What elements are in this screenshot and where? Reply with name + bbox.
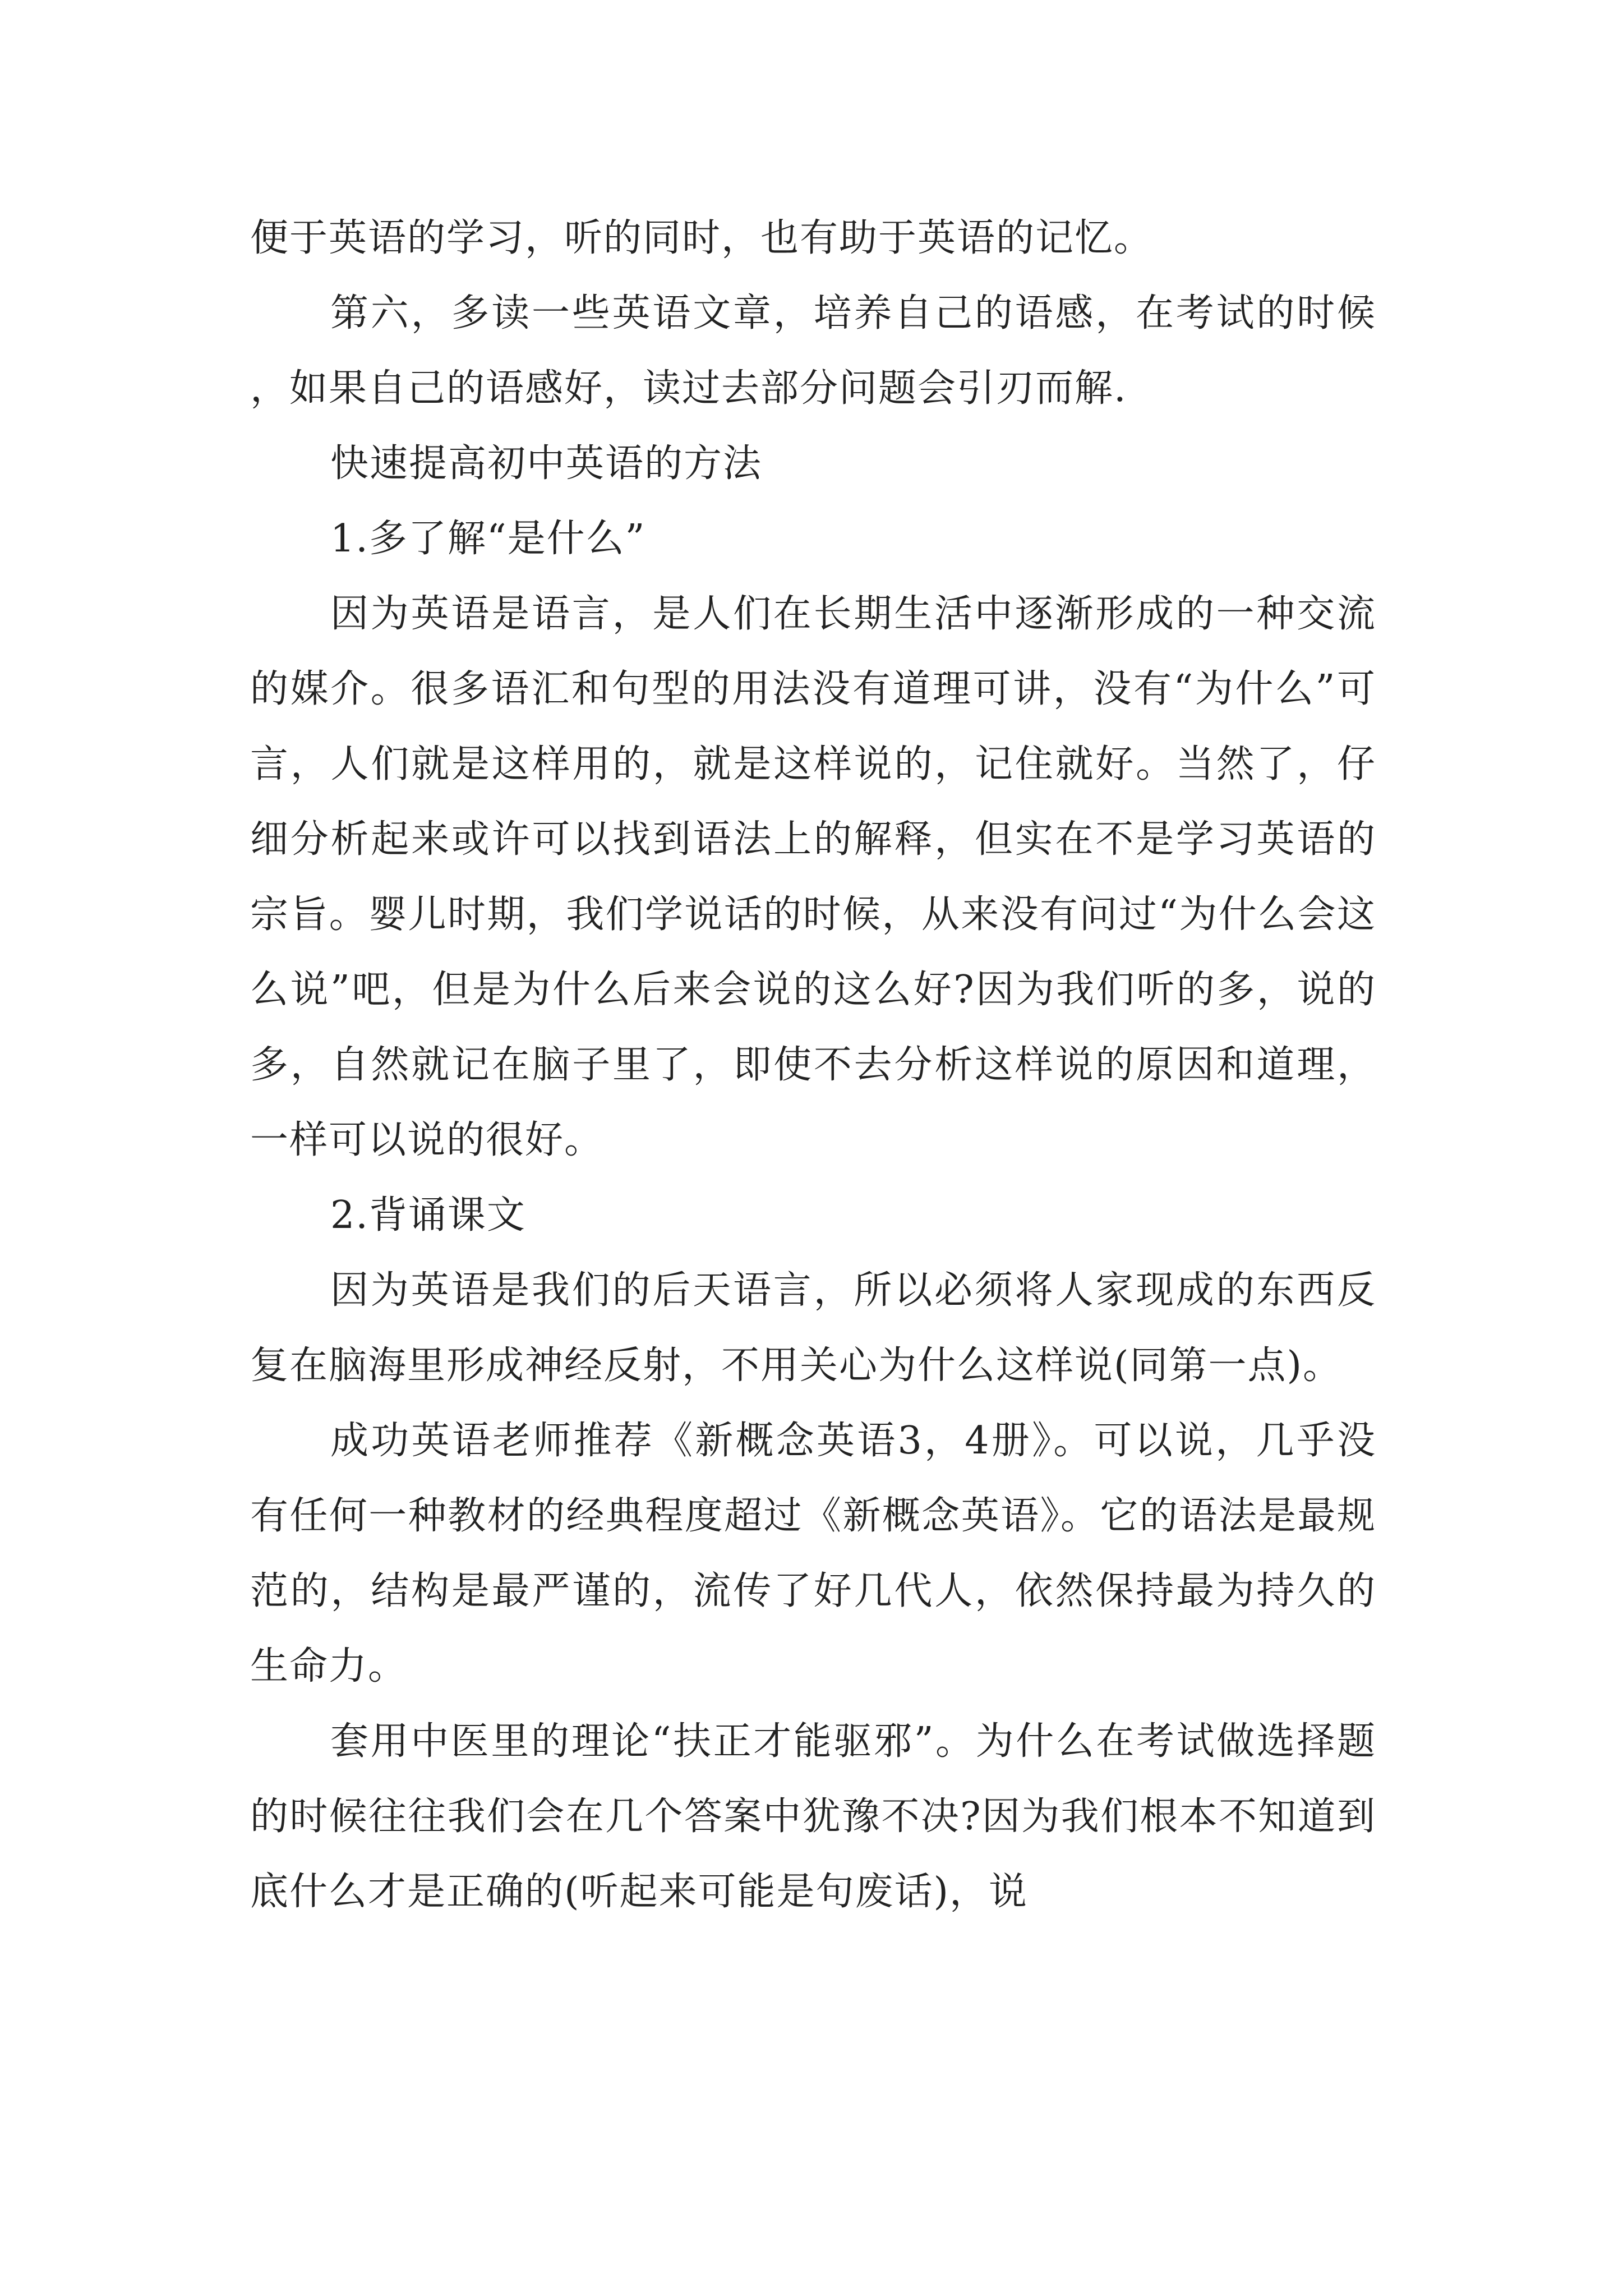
paragraph-continuation: 便于英语的学习，听的同时，也有助于英语的记忆。 [250,216,1154,260]
paragraph-recite: 因为英语是我们的后天语言，所以必须将人家现成的东西反复在脑海里形成神经反射，不用关心为什么这样说(同第一点)。 [250,1268,1376,1388]
subheading-2: 2.背诵课文 [330,1193,526,1237]
paragraph-sixth-tip: 第六，多读一些英语文章，培养自己的语感，在考试的时候，如果自己的语感好，读过去部分问题会引刃而解. [250,291,1376,411]
paragraph-what-is: 因为英语是语言，是人们在长期生活中逐渐形成的一种交流的媒介。很多语汇和句型的用法没有道理可讲，没有“为什么”可言，人们就是这样用的，就是这样说的，记住就好。当然了，仔细分析起来或许可以找到语法上的解释，但实在不是学习英语的宗旨。婴儿时期，我们学说话的时候，从来没有问过“为什么会这么说”吧，但是为什么后来会说的这么好?因为我们听的多，说的多，自然就记在脑子里了，即使不去分析这样说的原因和道理，一样可以说的很好。 [250,592,1376,1162]
subheading-1: 1.多了解“是什么” [330,517,646,561]
paragraph-new-concept: 成功英语老师推荐《新概念英语3，4册》。可以说，几乎没有任何一种教材的经典程度超过《新概念英语》。它的语法是最规范的，结构是最严谨的，流传了好几代人，依然保持最为持久的生命力。 [250,1419,1376,1688]
paragraph-theory: 套用中医里的理论“扶正才能驱邪”。为什么在考试做选择题的时候往往我们会在几个答案中犹豫不决?因为我们根本不知道到底什么才是正确的(听起来可能是句废话)，说 [250,1719,1376,1914]
document-body [250,201,1376,1930]
section-heading: 快速提高初中英语的方法 [330,441,763,486]
